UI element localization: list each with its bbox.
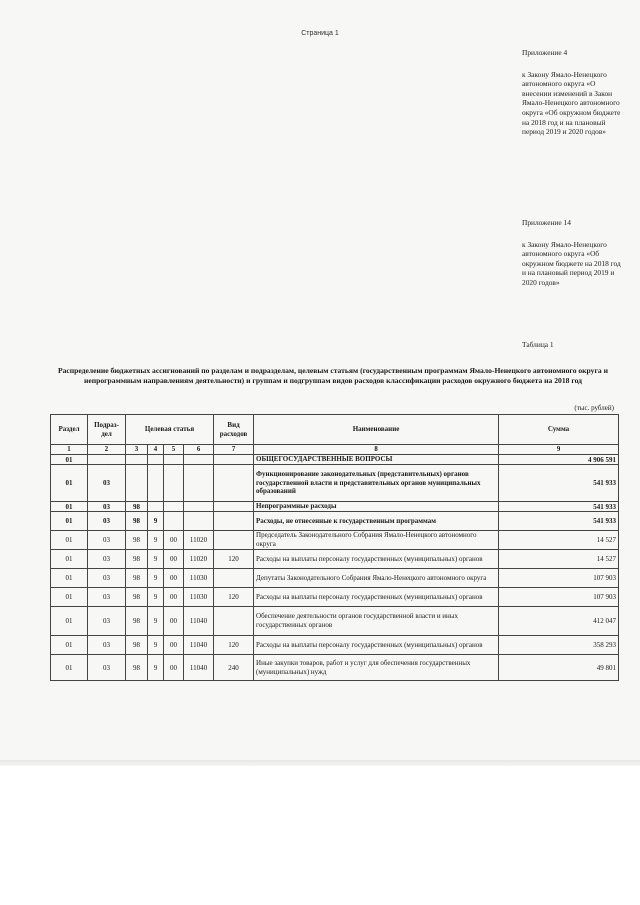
subprogram-cell — [148, 465, 164, 502]
direction-cell: 00 — [164, 607, 184, 636]
razdel-cell: 01 — [51, 455, 88, 465]
podrazdel-cell: 03 — [88, 569, 126, 588]
direction-cell: 00 — [164, 655, 184, 681]
name-cell: Расходы на выплаты персоналу государственных (муниципальных) органов — [254, 550, 499, 569]
name-cell: Расходы, не отнесенные к государственным программам — [254, 512, 499, 531]
program-cell: 98 — [126, 569, 148, 588]
table-row — [51, 502, 619, 512]
sum-cell: 541 933 — [499, 502, 619, 512]
code-cell — [184, 465, 214, 502]
code-cell: 11040 — [184, 636, 214, 655]
col-number: 8 — [254, 445, 499, 455]
direction-cell — [164, 512, 184, 531]
name-cell: Обеспечение деятельности органов государственной власти и иных государственных органов — [254, 607, 499, 636]
code-cell — [184, 502, 214, 512]
code-cell: 11020 — [184, 531, 214, 550]
appendix-14-text: к Закону Ямало-Ненецкого автономного округа «Об окружном бюджете на 2018 год и на плановый период 2019 и 2020 годов» — [522, 239, 621, 287]
vid-cell — [214, 502, 254, 512]
col-number: 7 — [214, 445, 254, 455]
vid-cell — [214, 512, 254, 531]
table-row — [51, 636, 619, 655]
code-cell: 11030 — [184, 588, 214, 607]
podrazdel-cell: 03 — [88, 607, 126, 636]
program-cell: 98 — [126, 607, 148, 636]
subprogram-cell: 9 — [148, 588, 164, 607]
program-cell: 98 — [126, 502, 148, 512]
program-cell — [126, 465, 148, 502]
subprogram-cell — [148, 502, 164, 512]
table-row — [51, 455, 619, 465]
code-cell: 11030 — [184, 569, 214, 588]
name-cell: Расходы на выплаты персоналу государственных (муниципальных) органов — [254, 588, 499, 607]
direction-cell: 00 — [164, 531, 184, 550]
subprogram-cell — [148, 455, 164, 465]
sum-cell: 14 527 — [499, 531, 619, 550]
name-cell: Расходы на выплаты персоналу государственных (муниципальных) органов — [254, 636, 499, 655]
appendix-14-block — [522, 218, 622, 288]
header-razdel: Раздел — [51, 415, 88, 445]
table-row — [51, 588, 619, 607]
header-celevaya: Целевая статья — [126, 415, 214, 445]
sum-cell: 412 047 — [499, 607, 619, 636]
program-cell: 98 — [126, 512, 148, 531]
col-number: 4 — [148, 445, 164, 455]
table-row — [51, 569, 619, 588]
table-row — [51, 655, 619, 681]
razdel-cell: 01 — [51, 607, 88, 636]
razdel-cell: 01 — [51, 502, 88, 512]
column-number-row — [51, 445, 619, 455]
code-cell — [184, 455, 214, 465]
budget-table — [50, 414, 619, 681]
program-cell: 98 — [126, 636, 148, 655]
razdel-cell: 01 — [51, 550, 88, 569]
razdel-cell: 01 — [51, 655, 88, 681]
direction-cell: 00 — [164, 588, 184, 607]
podrazdel-cell: 03 — [88, 465, 126, 502]
podrazdel-cell: 03 — [88, 655, 126, 681]
podrazdel-cell — [88, 455, 126, 465]
direction-cell: 00 — [164, 636, 184, 655]
subprogram-cell: 9 — [148, 531, 164, 550]
table-body — [51, 455, 619, 681]
direction-cell — [164, 502, 184, 512]
header-name: Наименование — [254, 415, 499, 445]
header-sum: Сумма — [499, 415, 619, 445]
code-cell — [184, 512, 214, 531]
col-number: 1 — [51, 445, 88, 455]
sum-cell: 541 933 — [499, 465, 619, 502]
podrazdel-cell: 03 — [88, 550, 126, 569]
razdel-cell: 01 — [51, 512, 88, 531]
razdel-cell: 01 — [51, 636, 88, 655]
sum-cell: 541 933 — [499, 512, 619, 531]
program-cell — [126, 455, 148, 465]
name-cell: Депутаты Законодательного Собрания Ямало-Ненецкого автономного округа — [254, 569, 499, 588]
col-number: 5 — [164, 445, 184, 455]
header-podrazdel: Подраз-дел — [88, 415, 126, 445]
vid-cell: 120 — [214, 550, 254, 569]
vid-cell — [214, 531, 254, 550]
units-label: (тыс. рублей) — [574, 404, 614, 412]
razdel-cell: 01 — [51, 588, 88, 607]
table-row — [51, 550, 619, 569]
col-number: 2 — [88, 445, 126, 455]
table-header-row — [51, 415, 619, 445]
podrazdel-cell: 03 — [88, 502, 126, 512]
subprogram-cell: 9 — [148, 569, 164, 588]
razdel-cell: 01 — [51, 465, 88, 502]
sum-cell: 107 903 — [499, 588, 619, 607]
name-cell: ОБЩЕГОСУДАРСТВЕННЫЕ ВОПРОСЫ — [254, 455, 499, 465]
table-row — [51, 607, 619, 636]
podrazdel-cell: 03 — [88, 512, 126, 531]
razdel-cell: 01 — [51, 531, 88, 550]
razdel-cell: 01 — [51, 569, 88, 588]
appendix-4-text: к Закону Ямало-Ненецкого автономного округа «О внесении изменений в Закон Ямало-Ненецкого автономного округа «Об окружном бюджете на 2018 год и на плановый период 2019 и 2020 годов» — [522, 69, 621, 137]
blank-area — [0, 766, 640, 905]
vid-cell — [214, 569, 254, 588]
podrazdel-cell: 03 — [88, 636, 126, 655]
name-cell: Функционирование законодательных (представительных) органов государственной власти и представительных органов муниципальных образований — [254, 465, 499, 502]
direction-cell — [164, 465, 184, 502]
vid-cell: 240 — [214, 655, 254, 681]
table-row — [51, 531, 619, 550]
appendix-4-block — [522, 48, 622, 137]
direction-cell — [164, 455, 184, 465]
direction-cell: 00 — [164, 569, 184, 588]
program-cell: 98 — [126, 531, 148, 550]
subprogram-cell: 9 — [148, 655, 164, 681]
vid-cell: 120 — [214, 588, 254, 607]
subprogram-cell: 9 — [148, 550, 164, 569]
vid-cell — [214, 607, 254, 636]
vid-cell — [214, 455, 254, 465]
table-row — [51, 512, 619, 531]
sum-cell: 49 801 — [499, 655, 619, 681]
sum-cell: 4 906 591 — [499, 455, 619, 465]
podrazdel-cell: 03 — [88, 531, 126, 550]
program-cell: 98 — [126, 550, 148, 569]
subprogram-cell: 9 — [148, 636, 164, 655]
page-label: Страница 1 — [301, 30, 339, 37]
code-cell: 11040 — [184, 607, 214, 636]
podrazdel-cell: 03 — [88, 588, 126, 607]
col-number: 6 — [184, 445, 214, 455]
subprogram-cell: 9 — [148, 607, 164, 636]
col-number: 3 — [126, 445, 148, 455]
subprogram-cell: 9 — [148, 512, 164, 531]
code-cell: 11020 — [184, 550, 214, 569]
direction-cell: 00 — [164, 550, 184, 569]
name-cell: Председатель Законодательного Собрания Ямало-Ненецкого автономного округа — [254, 531, 499, 550]
program-cell: 98 — [126, 655, 148, 681]
name-cell: Непрограммные расходы — [254, 502, 499, 512]
sum-cell: 14 527 — [499, 550, 619, 569]
document-title: Распределение бюджетных ассигнований по разделам и подразделам, целевым статьям (государственным программам Ямало-Ненецкого автономного округа и непрограммным направлениям деятельности) и группам и подгруппам видов расходов классификации расходов окружного бюджета на 2018 год — [57, 366, 609, 385]
appendix-4-title: Приложение 4 — [522, 48, 568, 57]
vid-cell: 120 — [214, 636, 254, 655]
appendix-14-title: Приложение 14 — [522, 218, 571, 227]
sum-cell: 358 293 — [499, 636, 619, 655]
program-cell: 98 — [126, 588, 148, 607]
vid-cell — [214, 465, 254, 502]
name-cell: Иные закупки товаров, работ и услуг для обеспечения государственных (муниципальных) нужд — [254, 655, 499, 681]
col-number: 9 — [499, 445, 619, 455]
table-row — [51, 465, 619, 502]
table-label: Таблица 1 — [522, 340, 554, 349]
header-vid: Вид расходов — [214, 415, 254, 445]
code-cell: 11040 — [184, 655, 214, 681]
sum-cell: 107 903 — [499, 569, 619, 588]
